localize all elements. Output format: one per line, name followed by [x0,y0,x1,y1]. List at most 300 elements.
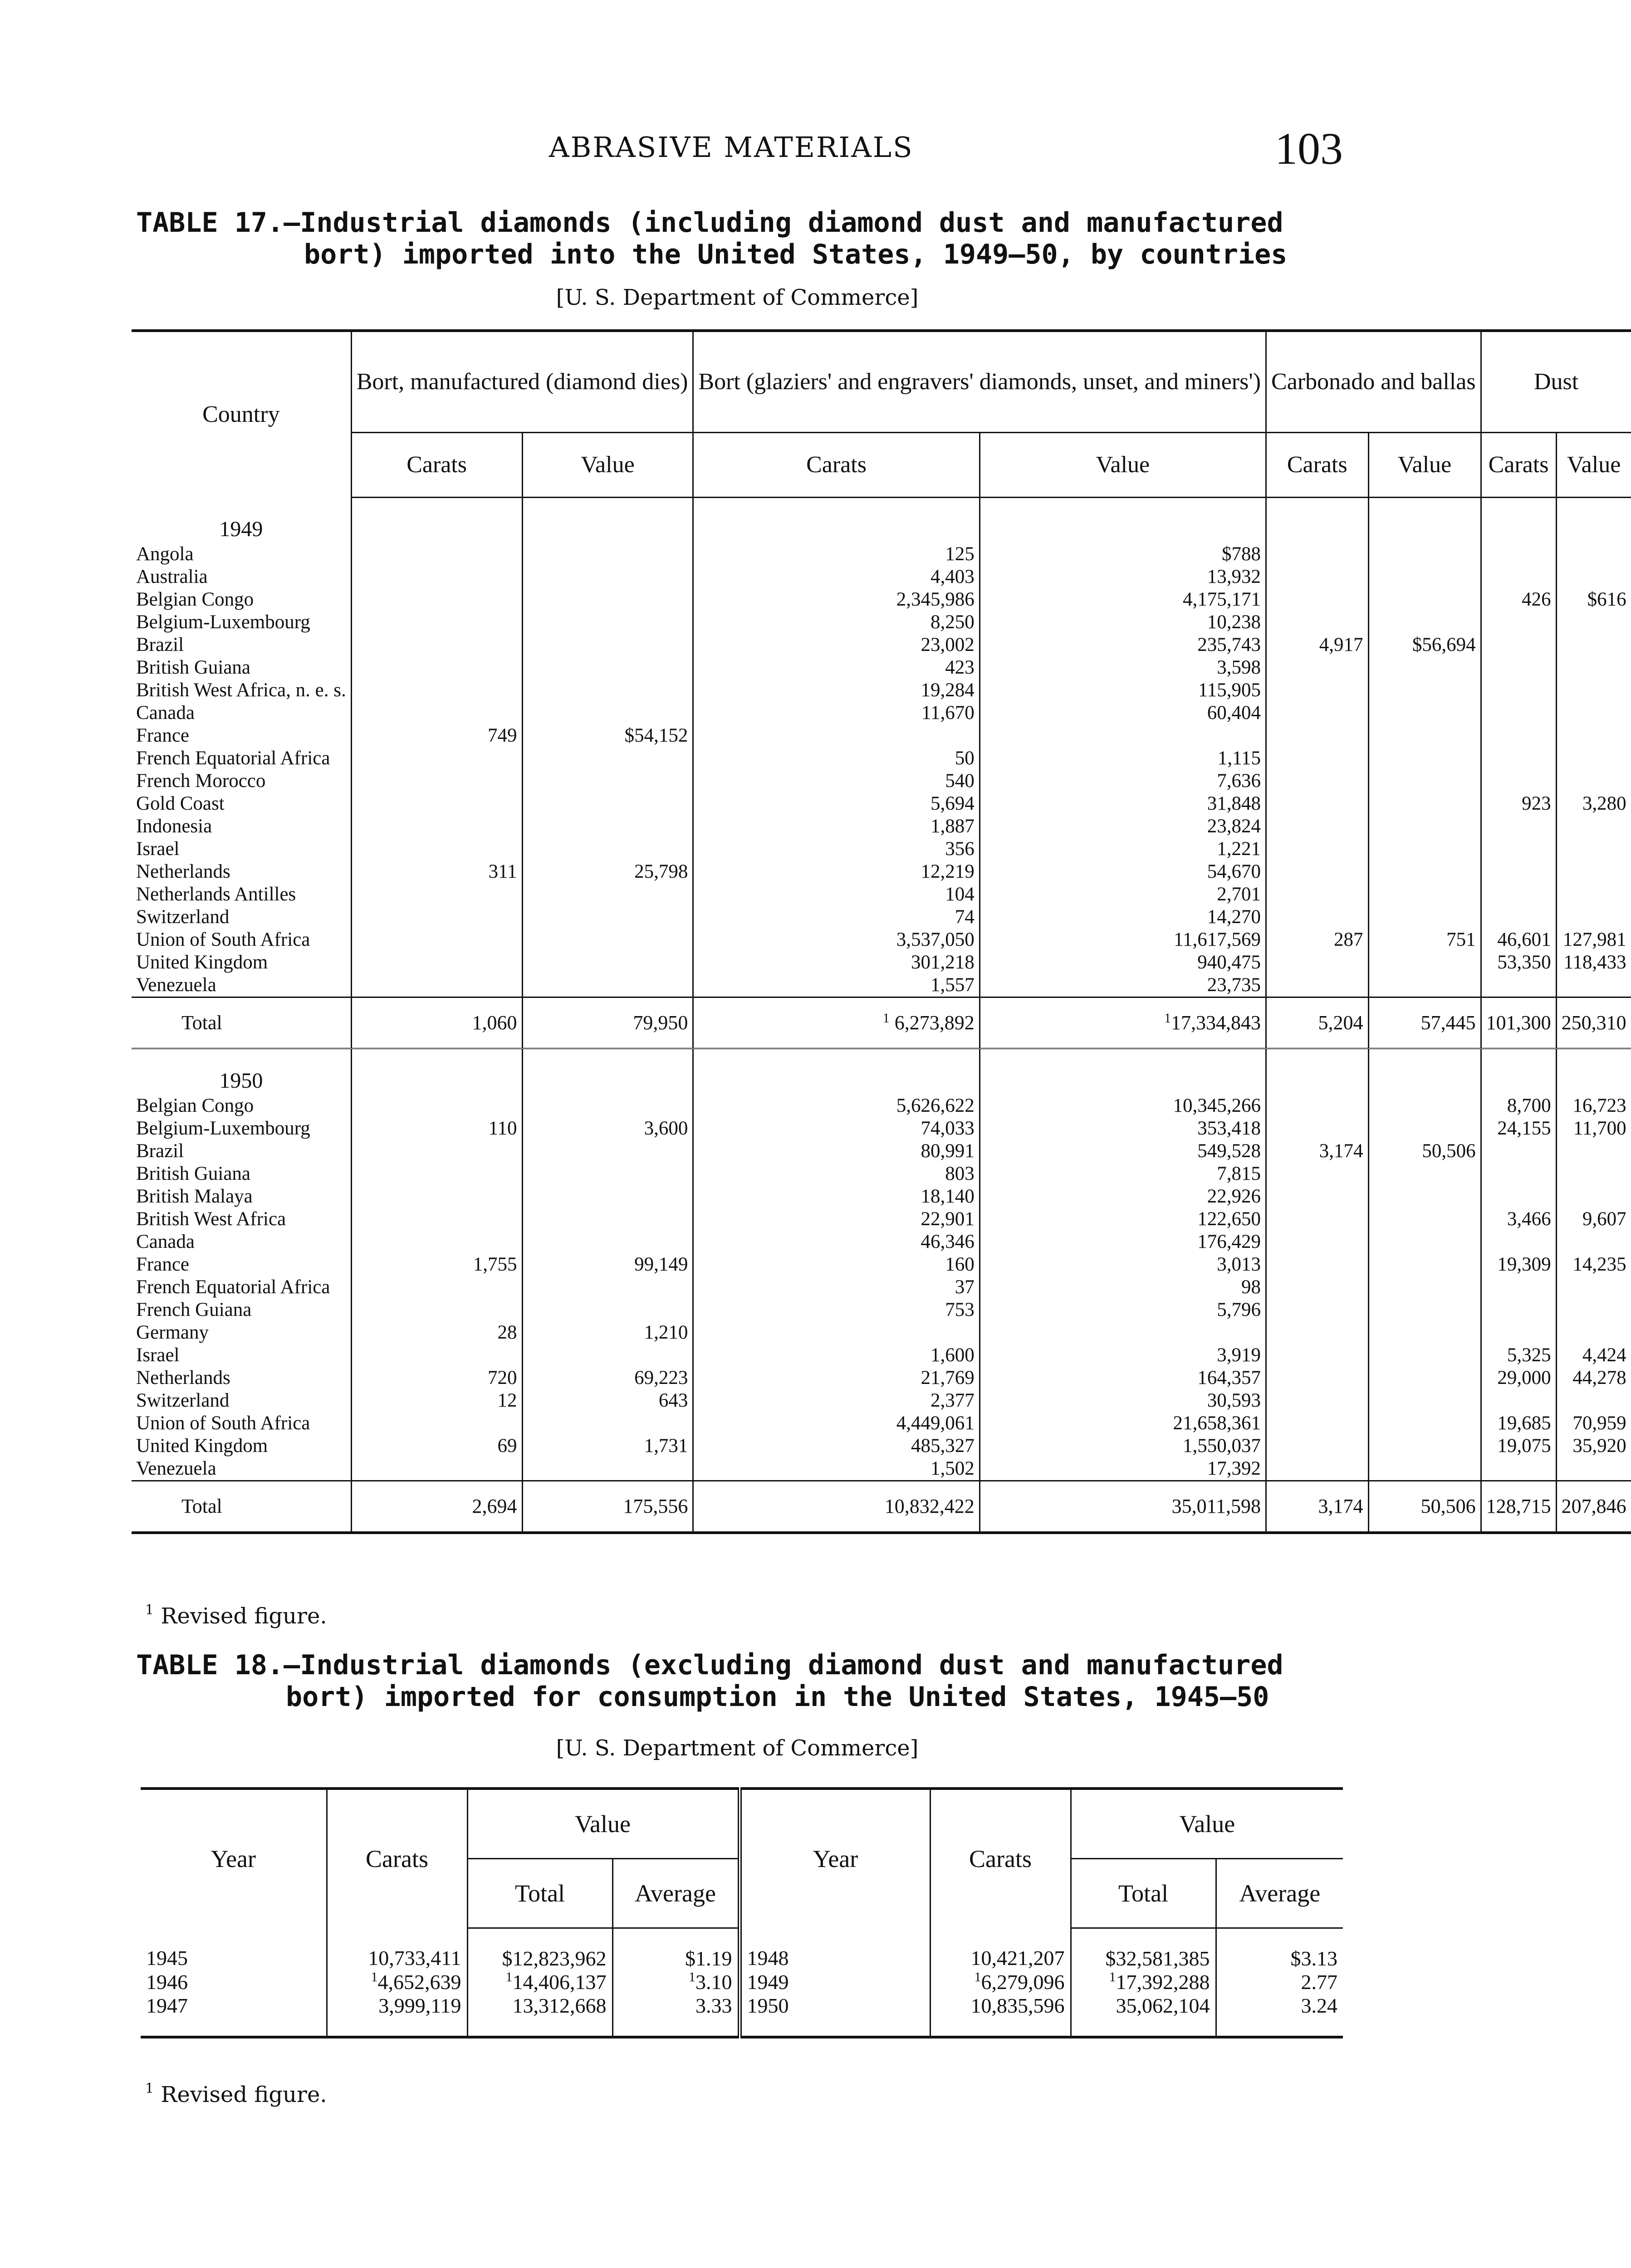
value-cell: 1,210 [522,1321,693,1344]
value-cell: 50 [693,747,980,770]
value-cell: 25,798 [522,860,693,883]
table17-footnote [145,1603,327,1629]
header-average: Average [612,1859,740,1928]
country-cell: Germany [136,1321,209,1343]
total-cell: 101,300 [1481,997,1556,1048]
value-cell: 115,905 [980,679,1266,702]
value-cell: 485,327 [693,1435,980,1457]
country-cell: Belgium-Luxembourg [136,1117,310,1139]
value-cell [1368,792,1481,815]
table18 [141,1787,1343,2038]
country-cell: Brazil [136,1140,184,1162]
value-cell [1071,1994,1216,2037]
value-cell [522,1095,693,1117]
header-value: Value [1071,1789,1343,1859]
value-cell: 3,919 [980,1344,1266,1367]
value-cell [1481,770,1556,792]
value-cell [1071,1970,1216,1994]
value-cell: 356 [693,838,980,860]
table-row [132,566,1631,588]
value-cell [351,611,522,634]
value-cell [612,1994,740,2037]
total-label: Total [132,997,351,1048]
country-cell: Netherlands Antilles [136,883,296,905]
cell-text: 10,421,207 [970,1946,1065,1970]
value-cell [522,747,693,770]
total-cell: 10,832,422 [693,1481,980,1533]
value-cell [467,1970,612,1994]
table-row [141,1928,1343,1971]
total-label: Total [132,1481,351,1533]
value-cell [1556,611,1631,634]
table18-body [141,1928,1343,2038]
total-cell: 50,506 [1368,1481,1481,1533]
year-cell [141,1928,327,1971]
value-cell [1266,815,1368,838]
table-row [132,792,1631,815]
country-cell: Belgian Congo [136,1095,254,1116]
value-cell [1368,724,1481,747]
value-cell: 940,475 [980,951,1266,974]
table-row [132,838,1631,860]
value-cell [1266,702,1368,724]
value-cell [1266,566,1368,588]
table17-source: [U. S. Department of Commerce] [556,285,919,310]
value-cell [1481,838,1556,860]
value-cell [1556,1163,1631,1185]
value-cell [1481,724,1556,747]
value-cell: 24,155 [1481,1117,1556,1140]
value-cell [1556,724,1631,747]
table-row [132,1412,1631,1435]
value-cell [1481,634,1556,656]
value-cell: $56,694 [1368,634,1481,656]
value-cell: 14,235 [1556,1253,1631,1276]
value-cell [467,1928,612,1971]
cell-text: 35,062,104 [1116,1994,1210,2017]
country-cell: Switzerland [136,906,230,928]
value-cell [1556,906,1631,929]
table-row [132,883,1631,906]
header-year: Year [740,1789,930,1928]
value-cell [1266,1412,1368,1435]
country-cell: Venezuela [136,1457,216,1479]
cell-text: 3.24 [1301,1994,1337,2017]
value-cell: 1,221 [980,838,1266,860]
value-cell [1368,860,1481,883]
table-row [132,906,1631,929]
running-title: ABRASIVE MATERIALS [549,131,914,164]
value-cell: 5,694 [693,792,980,815]
value-cell [1556,1389,1631,1412]
value-cell [1368,1163,1481,1185]
table-row [132,929,1631,951]
value-cell [351,634,522,656]
cell-text: 1949 [747,1970,789,1994]
value-cell: 46,601 [1481,929,1556,951]
total-cell: 3,174 [1266,1481,1368,1533]
value-cell: 5,796 [980,1299,1266,1321]
cell-text: 14,406,137 [512,1970,607,1994]
header-country: Country [132,331,351,498]
value-cell [522,1299,693,1321]
cell-text: $12,823,962 [502,1947,607,1970]
header-bort-manufactured: Bort, manufactured (diamond dies) [351,331,693,433]
table-row [132,974,1631,997]
value-cell: $54,152 [522,724,693,747]
country-cell: British West Africa [136,1208,286,1230]
value-cell: 1,115 [980,747,1266,770]
header-carats: Carats [327,1789,467,1928]
value-cell: 5,626,622 [693,1095,980,1117]
country-cell: Belgium-Luxembourg [136,611,310,633]
value-cell [351,1276,522,1299]
value-cell: 118,433 [1556,951,1631,974]
value-cell: 12 [351,1389,522,1412]
value-cell [1481,883,1556,906]
total-cell: 128,715 [1481,1481,1556,1533]
value-cell [351,1457,522,1481]
country-cell: French Morocco [136,770,266,792]
value-cell: 1,887 [693,815,980,838]
value-cell [351,1185,522,1208]
header-carats: Carats [351,433,522,498]
value-cell: 643 [522,1389,693,1412]
value-cell [351,656,522,679]
value-cell [522,656,693,679]
value-cell [1266,1117,1368,1140]
value-cell [693,1321,980,1344]
value-cell: 104 [693,883,980,906]
header-carats: Carats [693,433,980,498]
value-cell [351,702,522,724]
value-cell: 1,755 [351,1253,522,1276]
value-cell [1556,1231,1631,1253]
value-cell [1368,1276,1481,1299]
value-cell [522,929,693,951]
country-cell: French Equatorial Africa [136,1276,330,1298]
value-cell [1481,679,1556,702]
value-cell [1556,1185,1631,1208]
value-cell [1368,566,1481,588]
year-cell [141,1970,327,1994]
value-cell: $616 [1556,588,1631,611]
value-cell [1266,951,1368,974]
value-cell: 18,140 [693,1185,980,1208]
country-cell: United Kingdom [136,951,268,973]
value-cell: 2,377 [693,1389,980,1412]
value-cell [1556,1299,1631,1321]
value-cell [351,838,522,860]
value-cell [1481,860,1556,883]
value-cell [351,1095,522,1117]
country-cell: French Equatorial Africa [136,747,330,769]
value-cell [1368,1231,1481,1253]
value-cell: 1,502 [693,1457,980,1481]
table-row [132,1208,1631,1231]
cell-text: $3.13 [1290,1947,1337,1970]
value-cell: 37 [693,1276,980,1299]
value-cell [1368,1367,1481,1389]
table17-body-1949 [132,498,1631,543]
value-cell [1481,1276,1556,1299]
value-cell [1481,1140,1556,1163]
header-carats: Carats [1266,433,1368,498]
value-cell [1368,838,1481,860]
value-cell: 110 [351,1117,522,1140]
value-cell [1368,1344,1481,1367]
value-cell: 753 [693,1299,980,1321]
value-cell [1368,588,1481,611]
table17-caption-line1: TABLE 17.—Industrial diamonds (including diamond dust and manufactured [136,207,1283,239]
value-cell [1556,883,1631,906]
table17 [132,329,1631,1534]
value-cell [351,1344,522,1367]
value-cell: 44,278 [1556,1367,1631,1389]
value-cell [1216,1970,1343,1994]
table-row [132,747,1631,770]
value-cell [1266,724,1368,747]
value-cell: 4,917 [1266,634,1368,656]
value-cell: 1,557 [693,974,980,997]
value-cell [1266,838,1368,860]
header-bort-glaziers: Bort (glaziers' and engravers' diamonds, unset, and miners') [693,331,1266,433]
value-cell: 125 [693,543,980,566]
country-cell: Israel [136,1344,180,1366]
value-cell [522,1163,693,1185]
cell-text: 10,733,411 [368,1946,461,1970]
value-cell: 99,149 [522,1253,693,1276]
value-cell [930,1928,1071,1971]
value-cell [1266,1095,1368,1117]
value-cell: 54,670 [980,860,1266,883]
table18-footnote [145,2082,327,2107]
value-cell [351,1412,522,1435]
value-cell: 4,175,171 [980,588,1266,611]
cell-text: 6,279,096 [981,1970,1065,1994]
header-year: Year [141,1789,327,1928]
value-cell [1266,1208,1368,1231]
value-cell: 176,429 [980,1231,1266,1253]
table-row [132,1321,1631,1344]
total-cell: $^1$ 6,273,892 [693,997,980,1048]
footnote-text: Revised figure. [161,1603,327,1629]
header-value: Value [980,433,1266,498]
value-cell: 1,600 [693,1344,980,1367]
cell-text: 1950 [747,1994,789,2017]
country-cell: United Kingdom [136,1435,268,1457]
value-cell: 7,636 [980,770,1266,792]
value-cell [522,588,693,611]
value-cell [1481,906,1556,929]
table18-caption [136,1649,1343,1713]
value-cell [1481,566,1556,588]
value-cell: 10,238 [980,611,1266,634]
value-cell [1481,656,1556,679]
total-cell: 2,694 [351,1481,522,1533]
value-cell: 35,920 [1556,1435,1631,1457]
value-cell [1368,611,1481,634]
value-cell [1368,1185,1481,1208]
value-cell: 3,537,050 [693,929,980,951]
value-cell: 9,607 [1556,1208,1631,1231]
total-cell: 57,445 [1368,997,1481,1048]
value-cell [1481,1299,1556,1321]
value-cell [1266,883,1368,906]
table-row [141,1970,1343,1994]
country-cell: Switzerland [136,1389,230,1411]
table-row [132,951,1631,974]
total-cell: $^1$17,334,843 [980,997,1266,1048]
footnote-mark: 1 [1109,1970,1116,1984]
value-cell [522,1412,693,1435]
value-cell: 31,848 [980,792,1266,815]
value-cell [522,906,693,929]
value-cell [1368,702,1481,724]
value-cell [327,1994,467,2037]
value-cell [980,724,1266,747]
value-cell [522,543,693,566]
value-cell [1368,1117,1481,1140]
value-cell [1266,1163,1368,1185]
table18-caption-line2: bort) imported for consumption in the United States, 1945–50 [286,1681,1269,1713]
value-cell [1481,543,1556,566]
value-cell [351,974,522,997]
value-cell: 301,218 [693,951,980,974]
table-row [132,1276,1631,1299]
value-cell [522,1185,693,1208]
value-cell: 80,991 [693,1140,980,1163]
table-row [132,1344,1631,1367]
cell-text: 13,312,668 [512,1994,607,2017]
value-cell [1368,883,1481,906]
value-cell [1266,906,1368,929]
total-cell: 1,060 [351,997,522,1048]
table18-source: [U. S. Department of Commerce] [556,1735,919,1761]
value-cell [522,1208,693,1231]
value-cell: 5,325 [1481,1344,1556,1367]
country-cell: Indonesia [136,815,212,837]
header-carats: Carats [930,1789,1071,1928]
value-cell [351,770,522,792]
header-carats: Carats [1481,433,1556,498]
value-cell [1266,1321,1368,1344]
value-cell: 923 [1481,792,1556,815]
value-cell [1216,1928,1343,1971]
country-cell: British Guiana [136,656,250,678]
value-cell [1481,1163,1556,1185]
value-cell [1368,1299,1481,1321]
year-cell [740,1994,930,2037]
header-value: Value [1556,433,1631,498]
header-total: Total [1071,1859,1216,1928]
total-cell: 5,204 [1266,997,1368,1048]
country-cell: Brazil [136,634,184,655]
country-cell: France [136,1253,189,1275]
table-row [141,1994,1343,2037]
value-cell [1368,747,1481,770]
table-row [132,634,1631,656]
cell-text: 2.77 [1301,1970,1337,1994]
country-cell: France [136,724,189,746]
value-cell: 98 [980,1276,1266,1299]
table-row [132,1163,1631,1185]
value-cell: 19,685 [1481,1412,1556,1435]
value-cell [1368,543,1481,566]
value-cell [1368,815,1481,838]
value-cell: 3,466 [1481,1208,1556,1231]
table-row [132,1185,1631,1208]
value-cell: 749 [351,724,522,747]
cell-text: $32,581,385 [1105,1947,1210,1970]
value-cell [1266,1367,1368,1389]
value-cell: 70,959 [1556,1412,1631,1435]
cell-text: 1946 [146,1970,188,1994]
header-total: Total [467,1859,612,1928]
value-cell [351,1299,522,1321]
value-cell: 3,598 [980,656,1266,679]
value-cell: 46,346 [693,1231,980,1253]
value-cell [980,1321,1266,1344]
value-cell [351,815,522,838]
value-cell: 74,033 [693,1117,980,1140]
table-row [132,611,1631,634]
value-cell [1266,611,1368,634]
value-cell [1266,1276,1368,1299]
value-cell: 235,743 [980,634,1266,656]
value-cell: 720 [351,1367,522,1389]
value-cell: 8,250 [693,611,980,634]
country-cell: British West Africa, n. e. s. [136,679,346,701]
table-row [132,1095,1631,1117]
value-cell: 11,617,569 [980,929,1266,951]
value-cell [930,1970,1071,1994]
table-row [132,724,1631,747]
value-cell [522,702,693,724]
value-cell [1556,1321,1631,1344]
value-cell [1368,1208,1481,1231]
table-row [132,656,1631,679]
value-cell: 29,000 [1481,1367,1556,1389]
value-cell [1481,815,1556,838]
value-cell: 4,403 [693,566,980,588]
value-cell [1481,1389,1556,1412]
value-cell [1556,747,1631,770]
value-cell [522,792,693,815]
value-cell [1556,974,1631,997]
table-row [132,1299,1631,1321]
value-cell [1368,679,1481,702]
total-cell: 207,846 [1556,1481,1631,1533]
value-cell [1556,815,1631,838]
value-cell [1266,747,1368,770]
table-row [132,1253,1631,1276]
value-cell: 160 [693,1253,980,1276]
value-cell: 540 [693,770,980,792]
value-cell [1556,1276,1631,1299]
value-cell: 19,284 [693,679,980,702]
value-cell: 69 [351,1435,522,1457]
value-cell: 3,600 [522,1117,693,1140]
country-cell: Gold Coast [136,792,225,814]
value-cell [1266,1299,1368,1321]
value-cell [522,883,693,906]
value-cell: 122,650 [980,1208,1266,1231]
value-cell [1368,656,1481,679]
value-cell: 287 [1266,929,1368,951]
value-cell [1368,1389,1481,1412]
total-cell: 250,310 [1556,997,1631,1048]
